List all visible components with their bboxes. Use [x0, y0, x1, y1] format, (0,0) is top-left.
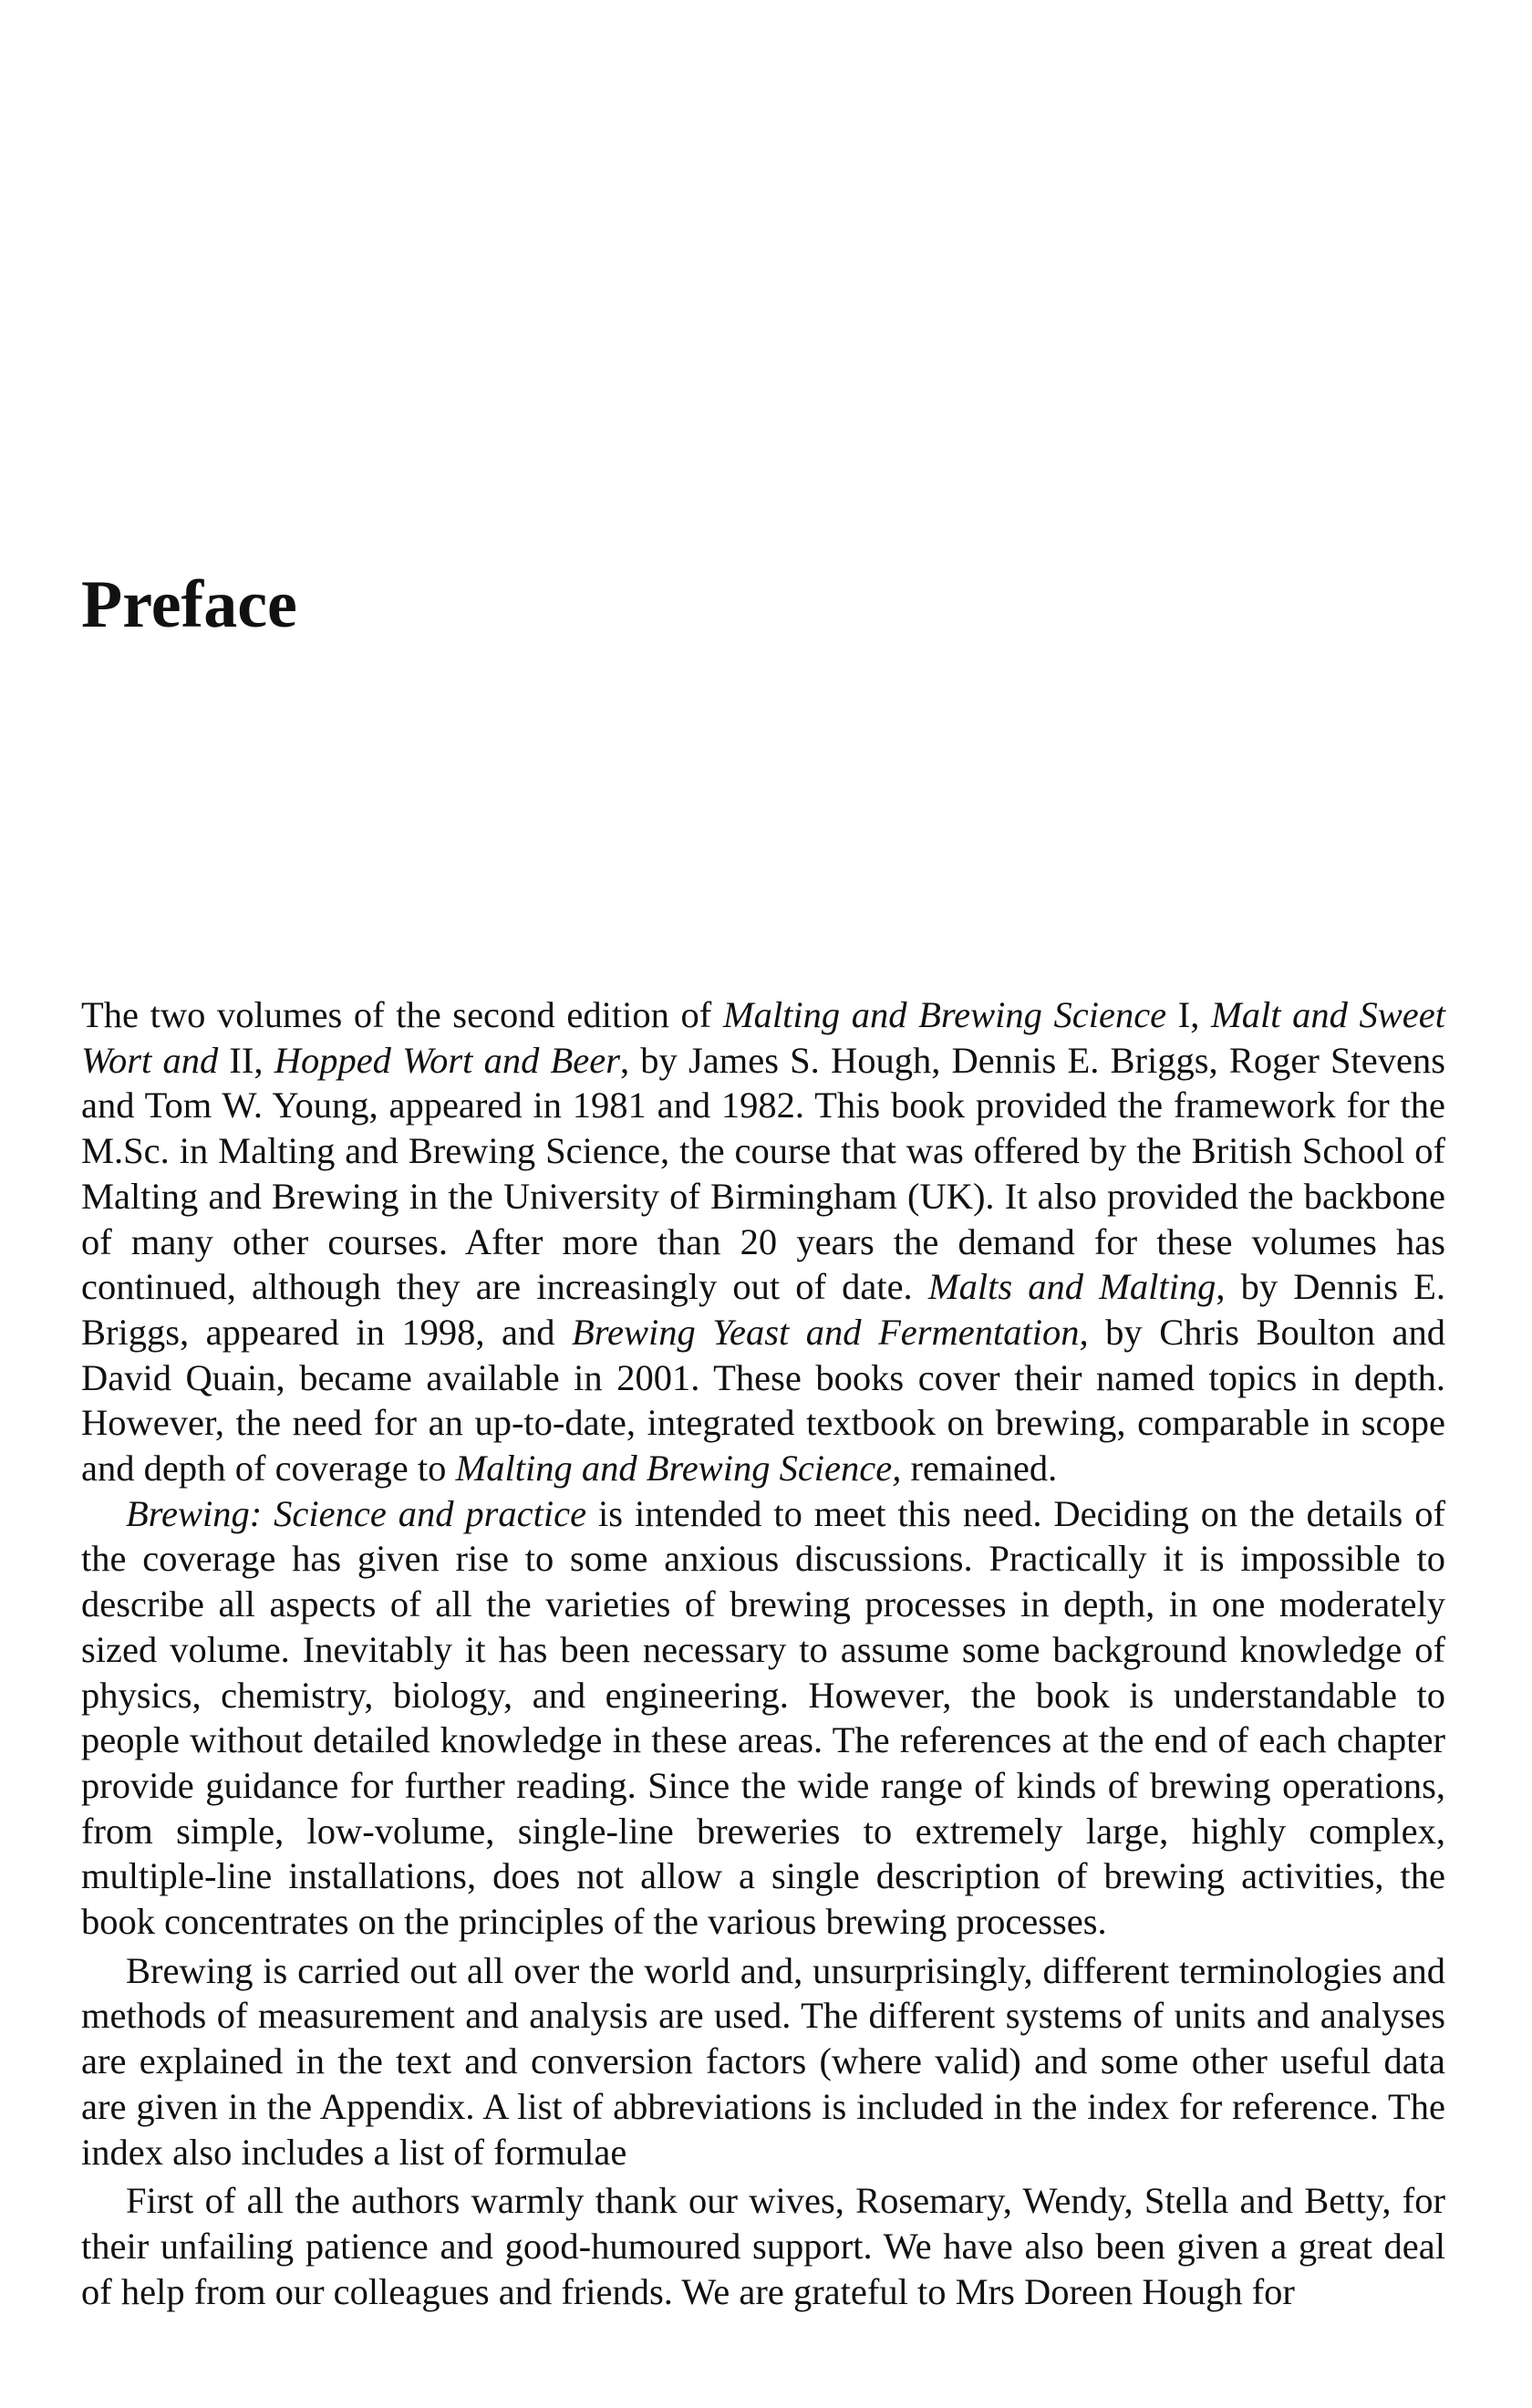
- paragraph: [81, 1491, 1445, 1945]
- body-text-run: Brewing is carried out all over the world and, unsurprisingly, different terminologies and methods of measurement and analysis are used. The different systems of units and analyses are explained in the text and conversion factors (where valid) and some other useful data are given in the Appendix. A list of abbreviations is included in the index for reference. The index also includes a list of formulae: [81, 1949, 1445, 2173]
- italic-title-text: Malts and Malting: [927, 1266, 1216, 1308]
- paragraph: [81, 2178, 1445, 2314]
- preface-body: [81, 992, 1445, 2314]
- page-title: Preface: [81, 567, 297, 642]
- body-text-run: II,: [218, 1039, 274, 1081]
- italic-title-text: Hopped Wort and Beer: [274, 1039, 620, 1081]
- body-text-run: First of all the authors warmly thank our wives, Rosemary, Wendy, Stella and Betty, for their unfailing patience and good-humoured support. We have also been given a great deal of help from our colleagues and friends. We are grateful to Mrs Doreen Hough for: [81, 2180, 1445, 2312]
- body-text-run: I,: [1166, 994, 1212, 1035]
- body-text-run: is intended to meet this need. Deciding on the details of the coverage has given rise to some anxious discussions. Practically it is impossible to describe all aspects of all the varieties of brewing processes in depth, in one moderately sized volume. Inevitably it has been necessary to assume some background knowledge of physics, chemistry, biology, and engineering. However, the book is understandable to people without detailed knowledge in these areas. The references at the end of each chapter provide guidance for further reading. Since the wide range of kinds of brewing operations, from simple, low-volume, single-line breweries to extremely large, highly complex, multiple-line installations, does not allow a single description of brewing activities, the book concentrates on the principles of the various brewing processes.: [81, 1492, 1445, 1943]
- italic-title-text: Malting and Brewing Science,: [455, 1448, 902, 1489]
- body-text-run: , by James S. Hough, Dennis E. Briggs, Roger Stevens and Tom W. Young, appeared in 1981 and 1982. This book provided the framework for the M.Sc. in Malting and Brewing Science, the course that was offered by the British School of Malting and Brewing in the University of Birmingham (UK). It also provided the backbone of many other courses. After more than 20 years the demand for these volumes has continued, although they are increasingly out of date.: [81, 1039, 1445, 1308]
- body-text-run: The two volumes of the second edition of: [81, 994, 723, 1035]
- italic-title-text: Malt and Sweet Wort and: [81, 994, 1445, 1081]
- body-text-run: remained.: [901, 1448, 1058, 1489]
- body-text-run: by Chris Boulton and David Quain, became available in 2001. These books cover their named topics in depth. However, the need for an up-to-date, integrated textbook on brewing, comparable in scope and depth of coverage to: [81, 1311, 1445, 1489]
- italic-title-text: Brewing: Science and practice: [126, 1492, 587, 1534]
- italic-title-text: Brewing Yeast and Fermentation,: [571, 1311, 1089, 1353]
- paragraph: [81, 1948, 1445, 2175]
- body-text-run: , by Dennis E. Briggs, appeared in 1998, and: [81, 1266, 1445, 1353]
- italic-title-text: Malting and Brewing Science: [722, 994, 1167, 1035]
- paragraph: [81, 992, 1445, 1491]
